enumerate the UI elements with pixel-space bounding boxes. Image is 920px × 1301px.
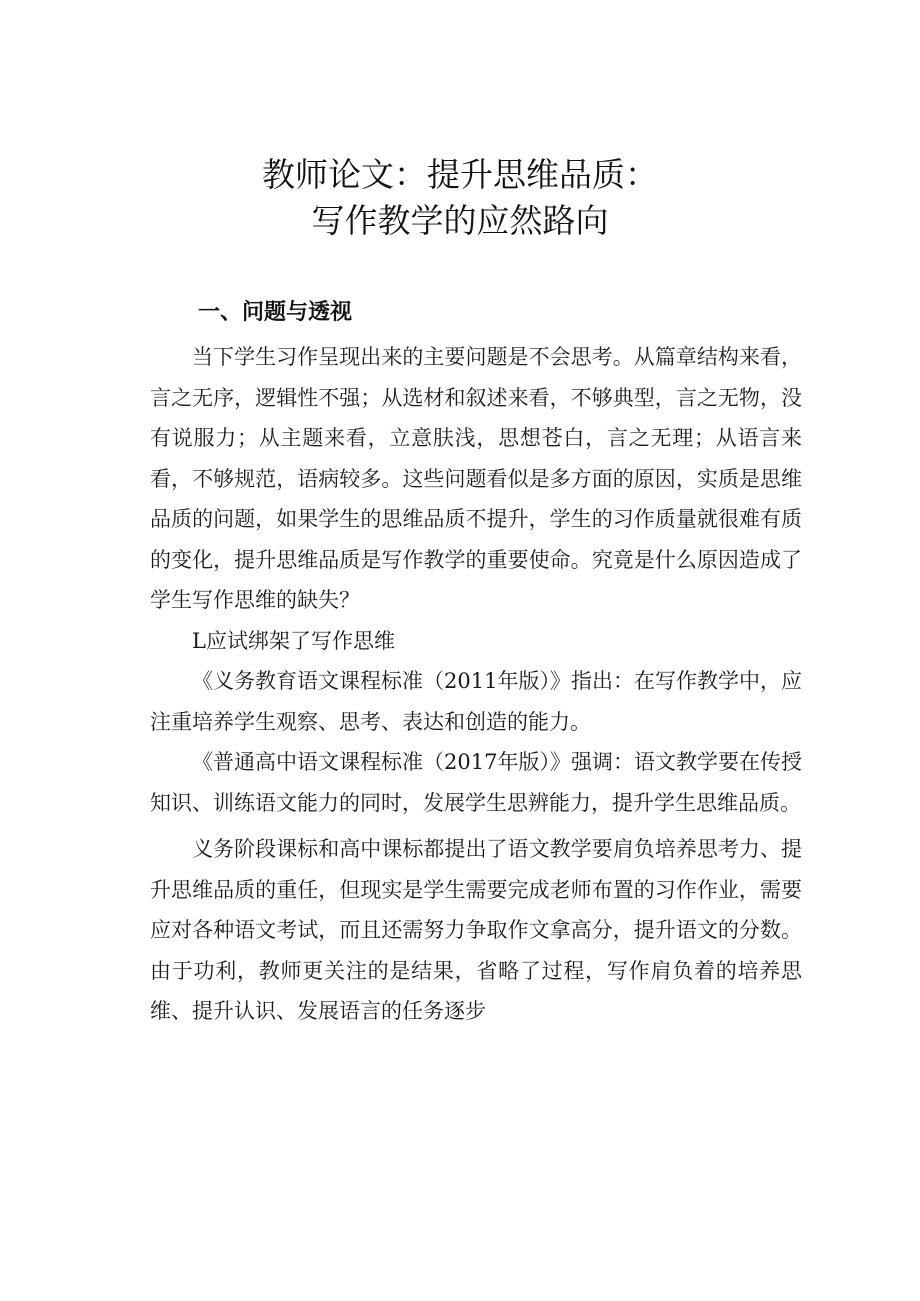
title-line-1: 教师论文：提升思维品质： xyxy=(262,155,658,194)
paragraph-standard-2011: 《义务教育语文课程标准（2011年版）》指出：在写作教学中，应注重培养学生观察、思考、表达和创造的能力。 xyxy=(150,669,802,734)
body-text xyxy=(150,337,802,1032)
document-title xyxy=(0,152,920,244)
paragraph-intro: 当下学生习作呈现出来的主要问题是不会思考。从篇章结构来看，言之无序，逻辑性不强；从选材和叙述来看，不够典型，言之无物，没有说服力；从主题来看，立意肤浅，思想苍白，言之无理；从语言来看，不够规范，语病较多。这些问题看似是多方面的原因，实质是思维品质的问题，如果学生的思维品质不提升，学生的习作质量就很难有质的变化，提升思维品质是写作教学的重要使命。究竟是什么原因造成了学生写作思维的缺失？ xyxy=(150,345,802,612)
section-heading: 一、问题与透视 xyxy=(198,300,353,325)
paragraph-analysis: 义务阶段课标和高中课标都提出了语文教学要肩负培养思考力、提升思维品质的重任，但现实是学生需要完成老师布置的习作作业，需要应对各种语文考试，而且还需努力争取作文拿高分，提升语文的分数。由于功利，教师更关注的是结果，省略了过程，写作肩负着的培养思维、提升认识、发展语言的任务逐步 xyxy=(150,837,802,1023)
title-line-2: 写作教学的应然路向 xyxy=(311,201,609,240)
paragraph-subheading: L应试绑架了写作思维 xyxy=(192,628,395,653)
paragraph-standard-2017: 《普通高中语文课程标准（2017年版）》强调：语文教学要在传授知识、训练语文能力的同时，发展学生思辨能力，提升学生思维品质。 xyxy=(150,750,802,815)
